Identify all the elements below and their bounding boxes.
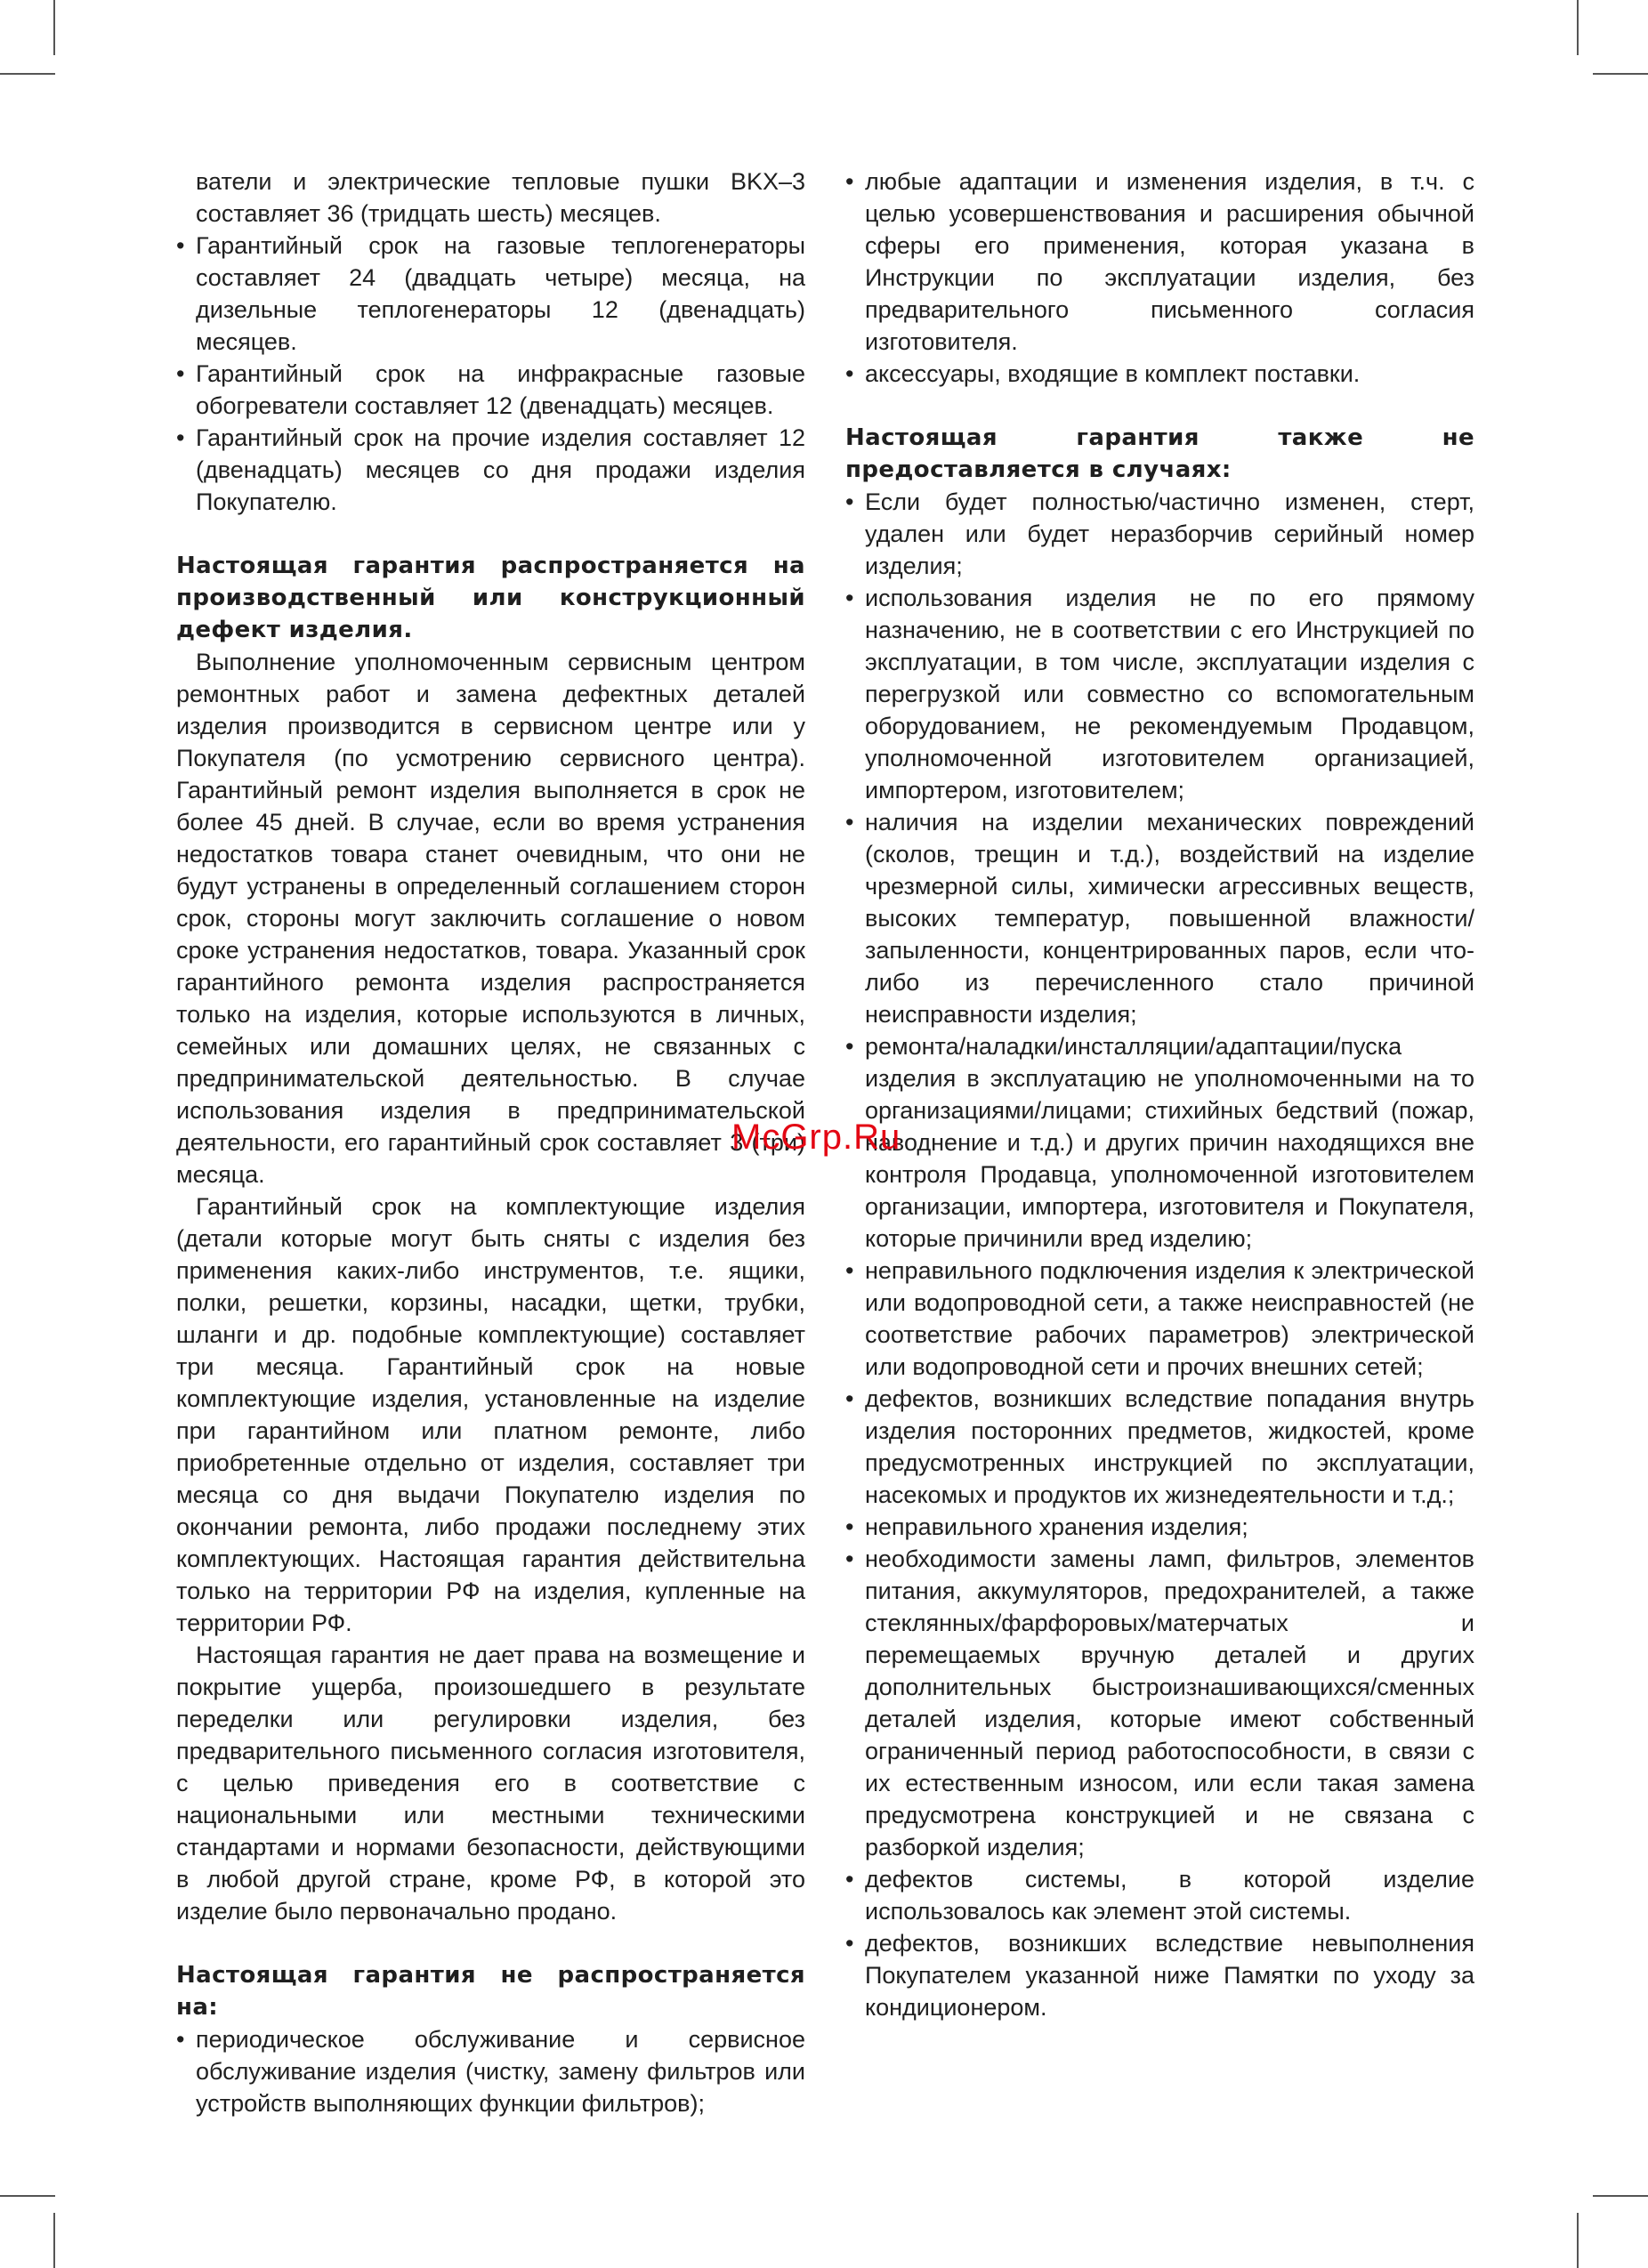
heading-warranty-applies: Настоящая гарантия распространяется на производственный или конструкционный дефект изделия. xyxy=(176,553,805,643)
crop-mark-bottom-right xyxy=(1577,2213,1579,2268)
exclusion-bullet-accessories: • аксессуары, входящие в комплект поставки. xyxy=(845,358,1474,390)
crop-mark-top-right-h xyxy=(1593,73,1648,75)
exclusion-bullet-adaptations: • любые адаптации и изменения изделия, в т.ч. с целью усовершенствования и расширения обычной сферы его применения, которая указана в Инструкции по эксплуатации изделия, без предварительного письменного согласия изготовителя. xyxy=(845,165,1474,358)
left-column xyxy=(176,165,805,2119)
warranty-bullet-gas-heaters: • Гарантийный срок на газовые теплогенераторы составляет 24 (двадцать четыре) месяца, на дизельные теплогенераторы 12 (двенадцать) месяцев. xyxy=(176,230,805,358)
warranty-bullet-other: • Гарантийный срок на прочие изделия составляет 12 (двенадцать) месяцев со дня продажи изделия Покупателю. xyxy=(176,422,805,518)
continued-paragraph: ватели и электрические тепловые пушки BKX–3 составляет 36 (тридцать шесть) месяцев. xyxy=(196,168,805,227)
crop-mark-top-right xyxy=(1577,0,1579,55)
right-column xyxy=(845,165,1474,2023)
case-bullet-system: • дефектов системы, в которой изделие использовалось как элемент этой системы. xyxy=(845,1863,1474,1927)
crop-mark-bottom-left-h xyxy=(0,2195,55,2197)
paragraph-repair: Выполнение уполномоченным сервисным центром ремонтных работ и замена дефектных деталей изделия производится в сервисном центре или у Покупателя (по усмотрению сервисного центра). Гарантийный ремонт изделия выполняется в срок не более 45 дней. В случае, если во время устранения недостатков товара станет очевидным, что они не будут устранены в определенный соглашением сторон срок, стороны могут заключить соглашение о новом сроке устранения недостатков, товара. Указанный срок гарантийного ремонта изделия распространяется только на изделия, которые используются в личных, семейных или домашних целях, не связанных с предпринимательской деятельностью. В случае использования изделия в предпринимательской деятельности, его гарантийный срок составляет 3 (три) месяца. xyxy=(176,649,805,1188)
paragraph-no-compensation: Настоящая гарантия не дает права на возмещение и покрытие ущерба, произошедшего в результате переделки или регулировки изделия, без предварительного письменного согласия изготовителя, с целью приведения его в соответствие с национальными или местными техническими стандартами и нормами безопасности, действующими в любой другой стране, кроме РФ, в которой это изделие было первоначально продано. xyxy=(176,1642,805,1925)
case-bullet-memo: • дефектов, возникших вследствие невыполнения Покупателем указанной ниже Памятки по уходу за кондиционером. xyxy=(845,1927,1474,2023)
case-bullet-misuse: • использования изделия не по его прямому назначению, не в соответствии с его Инструкцией по эксплуатации, в том числе, эксплуатации изделия с перегрузкой или совместно со вспомогательным оборудованием, не рекомендуемым Продавцом, уполномоченной изготовителем организацией, импортером, изготовителем; xyxy=(845,582,1474,806)
case-bullet-foreign-objects: • дефектов, возникших вследствие попадания внутрь изделия посторонних предметов, жидкостей, кроме предусмотренных инструкцией по эксплуатации, насекомых и продуктов их жизнедеятельности и т.д.; xyxy=(845,1383,1474,1511)
case-bullet-storage: • неправильного хранения изделия; xyxy=(845,1511,1474,1543)
crop-mark-top-left xyxy=(53,0,55,55)
warranty-bullet-infrared: • Гарантийный срок на инфракрасные газовые обогреватели составляет 12 (двенадцать) месяцев. xyxy=(176,358,805,422)
watermark-logo: McGrp.Ru xyxy=(731,1118,901,1157)
case-bullet-consumables: • необходимости замены ламп, фильтров, элементов питания, аккумуляторов, предохранителей, а также стеклянных/фарфоровых/матерчатых и перемещаемых вручную деталей и других дополнительных быстроизнашивающихся/сменных деталей изделия, которые имеют собственный ограниченный период работоспособности, в связи с их естественным износом, или если такая замена предусмотрена конструкцией и не связана с разборкой изделия; xyxy=(845,1543,1474,1863)
heading-warranty-not-applies: Настоящая гарантия не распространяется на: xyxy=(176,1962,805,2021)
paragraph-components: Гарантийный срок на комплектующие изделия (детали которые могут быть сняты с изделия без применения каких-либо инструментов, т.е. ящики, полки, решетки, корзины, насадки, щетки, трубки, шланги и др. подобные комплектующие) составляет три месяца. Гарантийный срок на новые комплектующие изделия, установленные на изделие при гарантийном или платном ремонте, либо приобретенные отдельно от изделия, составляет три месяца со дня выдачи Покупателю изделия по окончании ремонта, либо продажи последнему этих комплектующих. Настоящая гарантия действительна только на территории РФ на изделия, купленные на территории РФ. xyxy=(176,1193,805,1636)
crop-mark-bottom-right-h xyxy=(1593,2195,1648,2197)
crop-mark-top-left-h xyxy=(0,73,55,75)
case-bullet-serial: • Если будет полностью/частично изменен, стерт, удален или будет неразборчив серийный номер изделия; xyxy=(845,486,1474,582)
exclusion-bullet-maintenance: • периодическое обслуживание и сервисное обслуживание изделия (чистку, замену фильтров или устройств выполняющих функции фильтров); xyxy=(176,2023,805,2119)
heading-warranty-cases: Настоящая гарантия также не предоставляется в случаях: xyxy=(845,424,1474,483)
case-bullet-connection: • неправильного подключения изделия к электрической или водопроводной сети, а также неисправностей (не соответствие рабочих параметров) электрической или водопроводной сети и прочих внешних сетей; xyxy=(845,1255,1474,1383)
case-bullet-damage: • наличия на изделии механических повреждений (сколов, трещин и т.д.), воздействий на изделие чрезмерной силы, химически агрессивных веществ, высоких температур, повышенной влажности/запыленности, концентрированных паров, если что-либо из перечисленного стало причиной неисправности изделия; xyxy=(845,806,1474,1030)
crop-mark-bottom-left xyxy=(53,2213,55,2268)
case-bullet-repair: • ремонта/наладки/инсталляции/адаптации/пуска изделия в эксплуатацию не уполномоченными на то организациями/лицами; стихийных бедствий (пожар, наводнение и т.д.) и других причин находящихся вне контроля Продавца, уполномоченной изготовителем организации, импортера, изготовителя и Покупателя, которые причинили вред изделию; xyxy=(845,1030,1474,1255)
